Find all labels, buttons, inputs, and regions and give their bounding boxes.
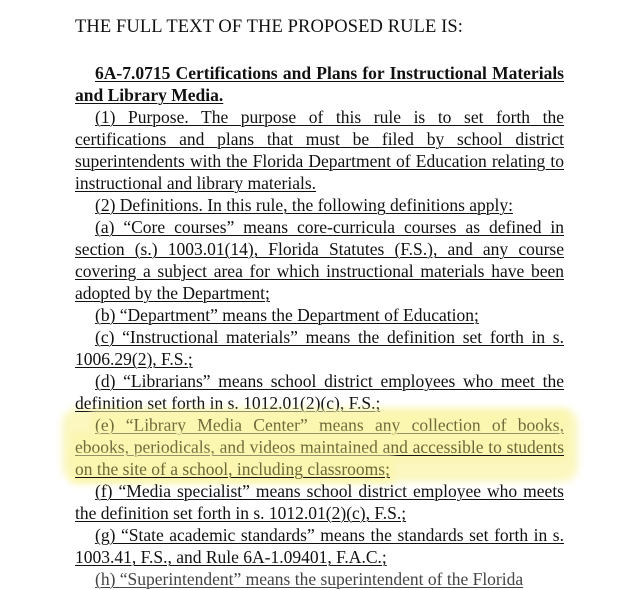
definition-state-academic-standards: (g) “State academic standards” means the standards set forth in s. 1003.41, F.S., and Rule 6A-1.09401, F.A.C.; (75, 525, 564, 567)
definition-core-courses: (a) “Core courses” means core-curricula courses as defined in section (s.) 1003.01(14), Florida Statutes (F.S.), and any course covering a subject area for which instructional materials have been adopted by the Department; (75, 217, 564, 303)
definition-superintendent-partial: (h) “Superintendent” means the superintendent of the Florida (95, 569, 524, 589)
definition-department: (b) “Department” means the Department of Education; (95, 305, 479, 325)
rule-title: 6A-7.0715 Certifications and Plans for Instructional Materials and Library Media. (75, 63, 564, 105)
definition-instructional-materials: (c) “Instructional materials” means the definition set forth in s. 1006.29(2), F.S.; (75, 327, 564, 369)
definition-library-media-center (75, 414, 564, 480)
paragraph-definitions: (2) Definitions. In this rule, the following definitions apply: (95, 195, 513, 215)
paragraph-purpose: (1) Purpose. The purpose of this rule is to set forth the certifications and plans that must be filed by school district superintendents with the Florida Department of Education relating to instructional and library materials. (75, 107, 564, 193)
definition-media-specialist: (f) “Media specialist” means school district employee who meets the definition set forth in s. 1012.01(2)(c), F.S.; (75, 481, 564, 523)
definition-librarians: (d) “Librarians” means school district employees who meet the definition set forth in s. 1012.01(2)(c), F.S.; (75, 371, 564, 413)
page-heading: THE FULL TEXT OF THE PROPOSED RULE IS: (75, 17, 464, 37)
highlighted-text: (e) “Library Media Center” means any collection of books, ebooks, periodicals, and videos maintained and accessible to students on the site of a school, including classrooms; (75, 415, 564, 479)
rule-text (75, 62, 564, 590)
